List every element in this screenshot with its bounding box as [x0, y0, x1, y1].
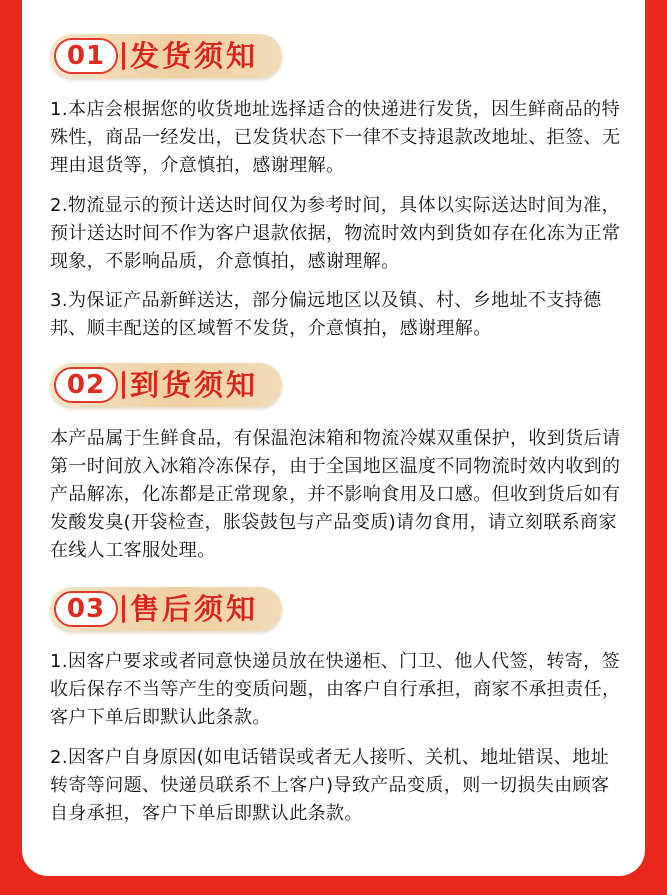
paragraph: 3.为保证产品新鲜送达，部分偏远地区以及镇、村、乡地址不支持德邦、顺丰配送的区域暂不发货，介意慎拍，感谢理解。 [50, 290, 602, 339]
divider [122, 42, 125, 70]
paragraph: 1.因客户要求或者同意快递员放在快递柜、门卫、他人代签，转寄，签收后保存不当等产生的变质问题，由客户自行承担，商家不承担责任，客户下单后即默认此条款。 [50, 651, 621, 728]
section-title: 售后须知 [130, 592, 259, 626]
section-number: 03 [54, 591, 118, 627]
section-number: 01 [54, 38, 118, 74]
section-number: 02 [54, 367, 118, 403]
paragraph: 2.因客户自身原因(如电话错误或者无人接听、关机、地址错误、地址转寄等问题、快递员联系不上客户)导致产品变质，则一切损失由顾客自身承担，客户下单后即默认此条款。 [50, 747, 610, 824]
paragraph: 本产品属于生鲜食品，有保温泡沫箱和物流冷媒双重保护，收到货后请第一时间放入冰箱冷冻保存，由于全国地区温度不同物流时效内收到的产品解冻，化冻都是正常现象，并不影响食用及口感。但收到货后如有发酸发臭(开袋检查，胀袋鼓包与产品变质)请勿食用，请立刻联系商家在线人工客服处理。 [50, 428, 621, 561]
section-title: 发货须知 [130, 39, 259, 73]
paragraph: 2.物流显示的预计送达时间仅为参考时间，具体以实际送达时间为准，预计送达时间不作为客户退款依据，物流时效内到货如存在化冻为正常现象，不影响品质，介意慎拍，感谢理解。 [50, 195, 621, 272]
section-title: 到货须知 [130, 368, 259, 402]
divider [122, 371, 125, 399]
paragraph: 1.本店会根据您的收货地址选择适合的快递进行发货，因生鲜商品的特殊性，商品一经发出，已发货状态下一律不支持退款改地址、拒签、无理由退货等，介意慎拍，感谢理解。 [50, 99, 621, 176]
divider [122, 595, 125, 623]
section-header-arrival [50, 363, 282, 407]
section-header-aftersales [50, 587, 282, 631]
section-header-shipping [50, 34, 282, 78]
